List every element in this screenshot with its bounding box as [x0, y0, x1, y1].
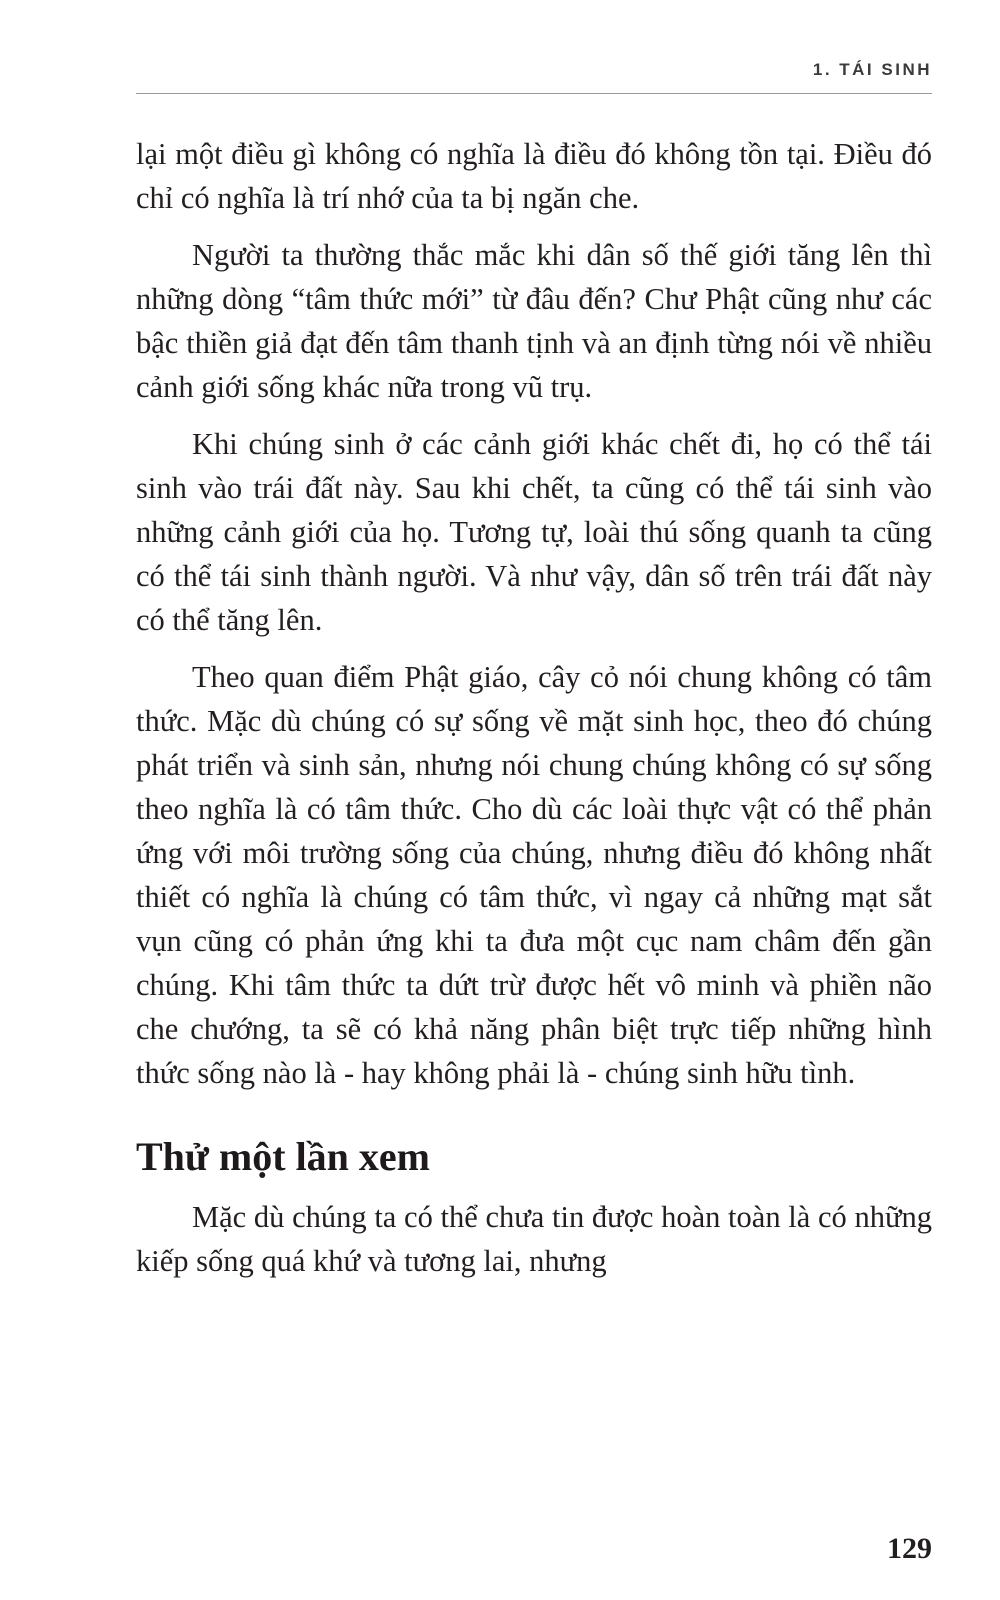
header-divider	[136, 93, 932, 94]
paragraph-1: lại một điều gì không có nghĩa là điều đó không tồn tại. Điều đó chỉ có nghĩa là trí nhớ của ta bị ngăn che.	[136, 137, 932, 215]
paragraph-2: Người ta thường thắc mắc khi dân số thế giới tăng lên thì những dòng “tâm thức mới” từ đâu đến? Chư Phật cũng như các bậc thiền giả đạt đến tâm thanh tịnh và an định từng nói về nhiều cảnh giới sống khác nữa trong vũ trụ.	[136, 238, 932, 404]
section-heading: Thử một lần xem	[136, 1134, 431, 1179]
paragraph-5: Mặc dù chúng ta có thể chưa tin được hoàn toàn là có những kiếp sống quá khứ và tương lai, nhưng	[136, 1200, 932, 1278]
running-header: 1. TÁI SINH	[812, 60, 932, 79]
page-number: 129	[887, 1532, 932, 1565]
page-body	[136, 132, 932, 1296]
paragraph-3: Khi chúng sinh ở các cảnh giới khác chết đi, họ có thể tái sinh vào trái đất này. Sau khi chết, ta cũng có thể tái sinh vào những cảnh giới của họ. Tương tự, loài thú sống quanh ta cũng có thể tái sinh thành người. Và như vậy, dân số trên trái đất này có thể tăng lên.	[136, 427, 932, 637]
paragraph-4: Theo quan điểm Phật giáo, cây cỏ nói chung không có tâm thức. Mặc dù chúng có sự sống về mặt sinh học, theo đó chúng phát triển và sinh sản, nhưng nói chung chúng không có sự sống theo nghĩa là có tâm thức. Cho dù các loài thực vật có thể phản ứng với môi trường sống của chúng, nhưng điều đó không nhất thiết có nghĩa là chúng có tâm thức, vì ngay cả những mạt sắt vụn cũng có phản ứng khi ta đưa một cục nam châm đến gần chúng. Khi tâm thức ta dứt trừ được hết vô minh và phiền não che chướng, ta sẽ có khả năng phân biệt trực tiếp những hình thức sống nào là - hay không phải là - chúng sinh hữu tình.	[136, 660, 932, 1090]
